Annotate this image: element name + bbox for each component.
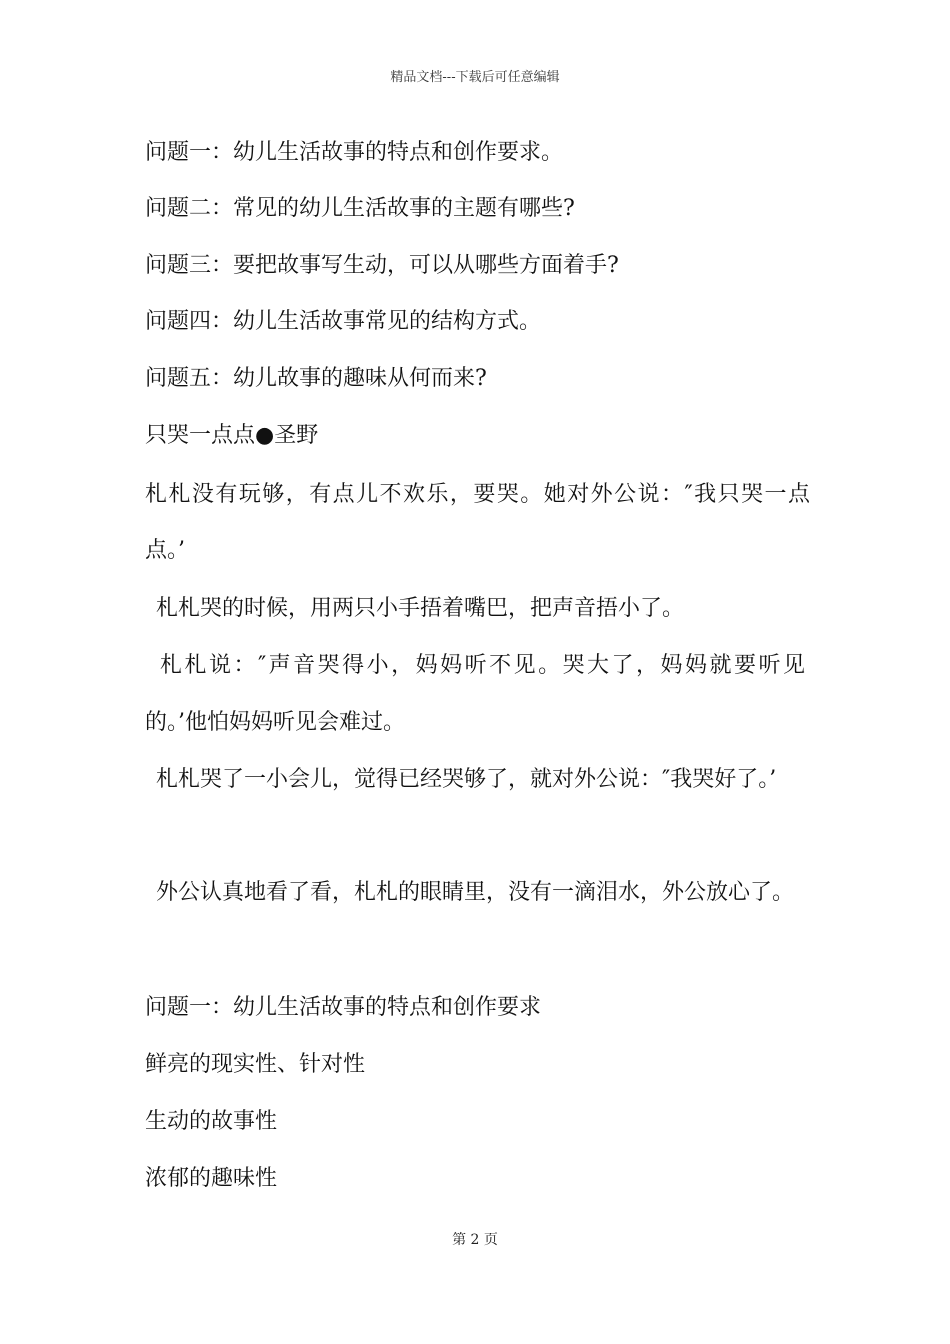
story-title: 只哭一点点●圣野: [145, 423, 319, 448]
question-5: 问题五：幼儿故事的趣味从何而来?: [145, 366, 487, 391]
answer-item-2: 生动的故事性: [145, 1109, 278, 1134]
story-paragraph-3-line-2: 的。’他怕妈妈听见会难过。: [145, 710, 405, 735]
story-paragraph-2: 札札哭的时候，用两只小手捂着嘴巴，把声音捂小了。: [156, 596, 685, 621]
story-paragraph-4: 札札哭了一小会儿，觉得已经哭够了，就对外公说：″我哭好了。’: [156, 767, 777, 792]
question-3: 问题三：要把故事写生动，可以从哪些方面着手?: [145, 253, 619, 278]
answer-item-1: 鲜亮的现实性、针对性: [145, 1052, 366, 1077]
question-2: 问题二：常见的幼儿生活故事的主题有哪些?: [145, 196, 575, 221]
question-4: 问题四：幼儿生活故事常见的结构方式。: [145, 309, 542, 334]
story-paragraph-1-line-2: 点。’: [145, 538, 185, 563]
answer-heading: 问题一：幼儿生活故事的特点和创作要求: [145, 995, 542, 1020]
story-paragraph-5: 外公认真地看了看，札札的眼睛里，没有一滴泪水，外公放心了。: [156, 880, 795, 905]
story-paragraph-3-line-1: 札札说：″声音哭得小，妈妈听不见。哭大了，妈妈就要听见: [160, 653, 805, 678]
answer-item-3: 浓郁的趣味性: [145, 1166, 278, 1191]
question-1: 问题一：幼儿生活故事的特点和创作要求。: [145, 140, 564, 165]
page-header: 精品文档---下载后可任意编辑: [390, 70, 560, 85]
story-paragraph-1-line-1: 札札没有玩够，有点儿不欢乐，要哭。她对外公说：″我只哭一点: [145, 482, 810, 507]
page-number: 第 2 页: [452, 1232, 498, 1248]
